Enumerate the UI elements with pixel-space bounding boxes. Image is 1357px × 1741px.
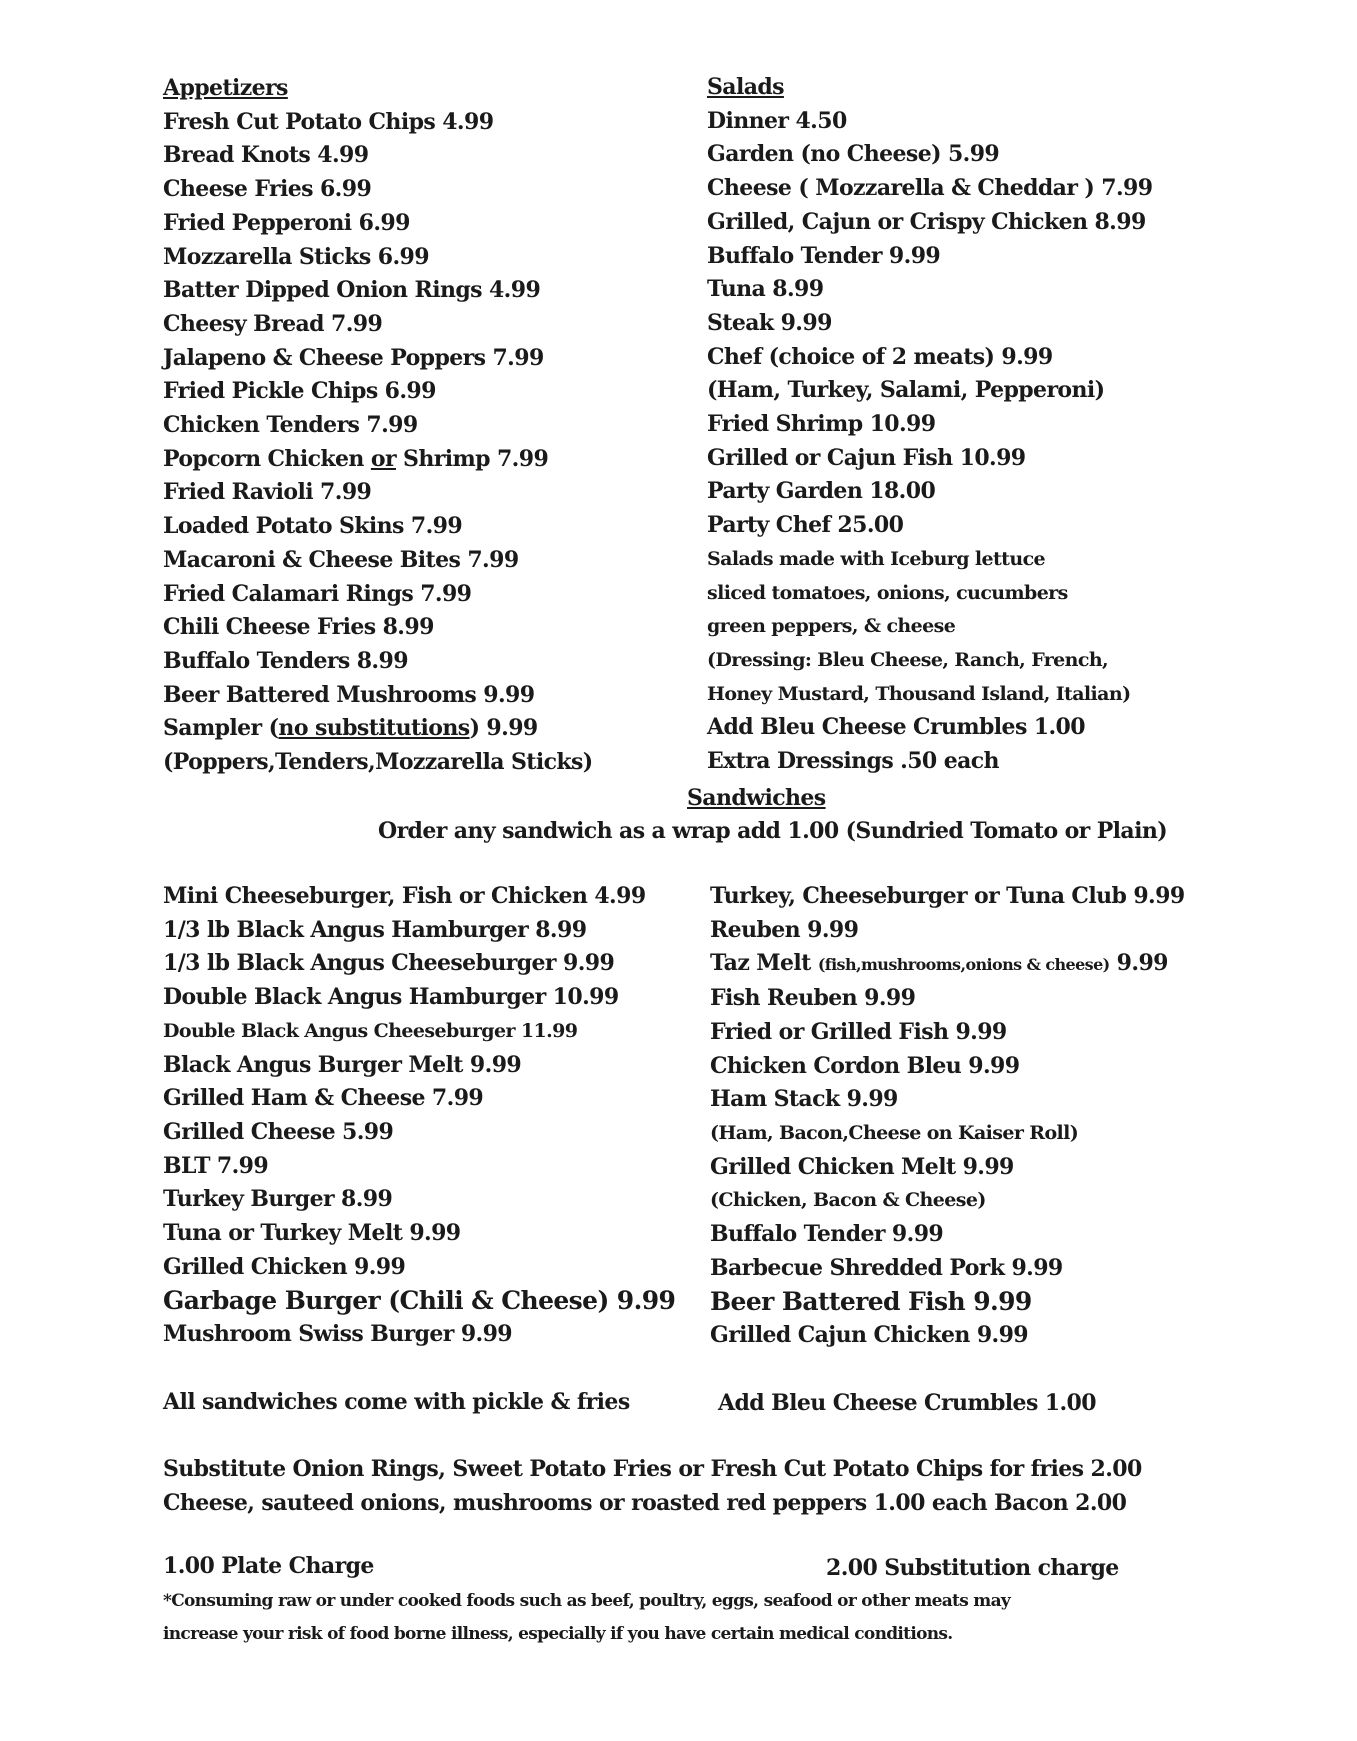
menu-item: Buffalo Tender 9.99 <box>707 242 941 269</box>
menu-item: Chef (choice of 2 meats) 9.99 <box>707 343 1053 370</box>
menu-item: Fried Pickle Chips 6.99 <box>163 378 436 405</box>
menu-item: Garbage Burger (Chili & Cheese) 9.99 <box>163 1286 676 1316</box>
plate-charge: 1.00 Plate Charge <box>163 1553 374 1579</box>
menu-item: Party Garden 18.00 <box>707 478 936 505</box>
menu-item: Grilled or Cajun Fish 10.99 <box>707 444 1026 471</box>
menu-item: Mozzarella Sticks 6.99 <box>163 243 429 270</box>
substitution-line: Cheese, sauteed onions, mushrooms or roasted red peppers 1.00 each Bacon 2.00 <box>163 1489 1127 1516</box>
menu-item: Chicken Cordon Bleu 9.99 <box>710 1052 1020 1079</box>
sampler-text-1: Sampler ( <box>163 715 279 742</box>
taz-melt-name: Taz Melt <box>710 950 818 977</box>
menu-item: Fried Pepperoni 6.99 <box>163 209 410 236</box>
menu-item: Jalapeno & Cheese Poppers 7.99 <box>163 344 544 371</box>
warning-line: increase your risk of food borne illness, especially if you have certain medical conditions. <box>163 1624 953 1644</box>
menu-item: Double Black Angus Hamburger 10.99 <box>163 984 619 1011</box>
menu-item: Fried or Grilled Fish 9.99 <box>710 1018 1007 1045</box>
menu-item: Cheesy Bread 7.99 <box>163 310 383 337</box>
sandwiches-left-column <box>163 880 675 1352</box>
menu-item-note: (Ham, Bacon,Cheese on Kaiser Roll) <box>710 1121 1079 1144</box>
menu-item: Mini Cheeseburger, Fish or Chicken 4.99 <box>163 883 646 909</box>
popcorn-text-2: Shrimp 7.99 <box>395 445 549 472</box>
warning-line: *Consuming raw or under cooked foods such as beef, poultry, eggs, seafood or other meats may <box>163 1591 1011 1611</box>
menu-item: Chili Cheese Fries 8.99 <box>163 614 434 641</box>
sandwiches-heading: Sandwiches <box>687 785 826 811</box>
menu-item-popcorn <box>163 443 593 477</box>
menu-item: BLT 7.99 <box>163 1152 269 1179</box>
menu-item: Ham Stack 9.99 <box>710 1086 898 1113</box>
sandwiches-right-column <box>710 880 1185 1353</box>
menu-item: Macaroni & Cheese Bites 7.99 <box>163 546 519 573</box>
sampler-text-2: ) 9.99 <box>469 715 538 742</box>
menu-item: Beer Battered Mushrooms 9.99 <box>163 681 535 708</box>
menu-item: Fried Shrimp 10.99 <box>707 411 936 438</box>
menu-item: Mushroom Swiss Burger 9.99 <box>163 1321 513 1348</box>
menu-item: Garden (no Cheese) 5.99 <box>707 141 1000 168</box>
menu-item: 1/3 lb Black Angus Hamburger 8.99 <box>163 916 587 943</box>
substitutions-section <box>163 1453 1142 1520</box>
menu-item: Loaded Potato Skins 7.99 <box>163 513 463 540</box>
sampler-no-substitutions: no substitutions <box>278 715 470 742</box>
menu-item: Party Chef 25.00 <box>707 512 904 539</box>
menu-item-note: (Chicken, Bacon & Cheese) <box>710 1189 986 1212</box>
sampler-note: (Poppers,Tenders,Mozzarella Sticks) <box>163 749 593 776</box>
menu-item: Double Black Angus Cheeseburger 11.99 <box>163 1019 578 1042</box>
menu-item: Grilled Cheese 5.99 <box>163 1118 394 1145</box>
menu-item-taz-melt <box>710 947 1185 982</box>
dressing-list: (Dressing: Bleu Cheese, Ranch, French, <box>707 648 1109 671</box>
menu-item: Chicken Tenders 7.99 <box>163 412 418 439</box>
menu-item: Cheese ( Mozzarella & Cheddar ) 7.99 <box>707 175 1153 202</box>
menu-item: Barbecue Shredded Pork 9.99 <box>710 1254 1063 1281</box>
menu-item: Tuna 8.99 <box>707 276 824 303</box>
menu-item: Extra Dressings .50 each <box>707 748 999 775</box>
appetizers-heading: Appetizers <box>163 75 288 101</box>
menu-item-note: (Ham, Turkey, Salami, Pepperoni) <box>707 377 1105 404</box>
menu-item: Buffalo Tenders 8.99 <box>163 647 408 674</box>
menu-item: Add Bleu Cheese Crumbles 1.00 <box>707 714 1085 741</box>
popcorn-or: or <box>370 445 396 472</box>
salads-heading: Salads <box>707 74 784 100</box>
dressing-list: Honey Mustard, Thousand Island, Italian) <box>707 682 1131 705</box>
substitution-charge: 2.00 Substitution charge <box>826 1555 1119 1581</box>
salads-section <box>707 71 1152 779</box>
menu-item: Grilled Chicken 9.99 <box>163 1253 406 1280</box>
menu-item: Batter Dipped Onion Rings 4.99 <box>163 277 541 304</box>
food-warning <box>163 1585 1010 1651</box>
menu-item: Dinner 4.50 <box>707 107 847 134</box>
menu-item: Turkey Burger 8.99 <box>163 1186 393 1213</box>
menu-item: 1/3 lb Black Angus Cheeseburger 9.99 <box>163 950 615 977</box>
menu-item: Tuna or Turkey Melt 9.99 <box>163 1220 461 1247</box>
menu-item: Grilled, Cajun or Crispy Chicken 8.99 <box>707 208 1146 235</box>
taz-melt-detail: (fish,mushrooms,onions & cheese) <box>817 955 1110 975</box>
wrap-note: Order any sandwich as a wrap add 1.00 (Sundried Tomato or Plain) <box>378 818 1168 844</box>
salad-description: Salads made with Iceburg lettuce <box>707 547 1046 570</box>
appetizers-section <box>163 72 593 780</box>
menu-item-sampler <box>163 712 593 746</box>
substitution-line: Substitute Onion Rings, Sweet Potato Fries or Fresh Cut Potato Chips for fries 2.00 <box>163 1456 1142 1482</box>
sandwich-note: All sandwiches come with pickle & fries <box>163 1389 630 1415</box>
menu-item: Turkey, Cheeseburger or Tuna Club 9.99 <box>710 883 1185 909</box>
salad-description: green peppers, & cheese <box>707 615 956 638</box>
menu-item: Grilled Chicken Melt 9.99 <box>710 1153 1014 1180</box>
menu-item: Steak 9.99 <box>707 309 832 336</box>
menu-item: Reuben 9.99 <box>710 916 859 943</box>
bleu-cheese-note: Add Bleu Cheese Crumbles 1.00 <box>718 1390 1096 1416</box>
taz-melt-price: 9.99 <box>1109 950 1168 977</box>
menu-item: Fried Ravioli 7.99 <box>163 479 372 506</box>
menu-item: Buffalo Tender 9.99 <box>710 1221 944 1248</box>
popcorn-text-1: Popcorn Chicken <box>163 445 371 472</box>
menu-item: Beer Battered Fish 9.99 <box>710 1287 1032 1317</box>
menu-item: Bread Knots 4.99 <box>163 142 369 169</box>
salad-description: sliced tomatoes, onions, cucumbers <box>707 581 1068 604</box>
menu-item: Cheese Fries 6.99 <box>163 176 372 203</box>
menu-item: Fish Reuben 9.99 <box>710 985 916 1012</box>
menu-item: Fresh Cut Potato Chips 4.99 <box>163 108 494 135</box>
menu-item: Fried Calamari Rings 7.99 <box>163 580 472 607</box>
menu-item: Grilled Ham & Cheese 7.99 <box>163 1085 484 1112</box>
menu-item: Black Angus Burger Melt 9.99 <box>163 1051 522 1078</box>
menu-item: Grilled Cajun Chicken 9.99 <box>710 1322 1028 1349</box>
